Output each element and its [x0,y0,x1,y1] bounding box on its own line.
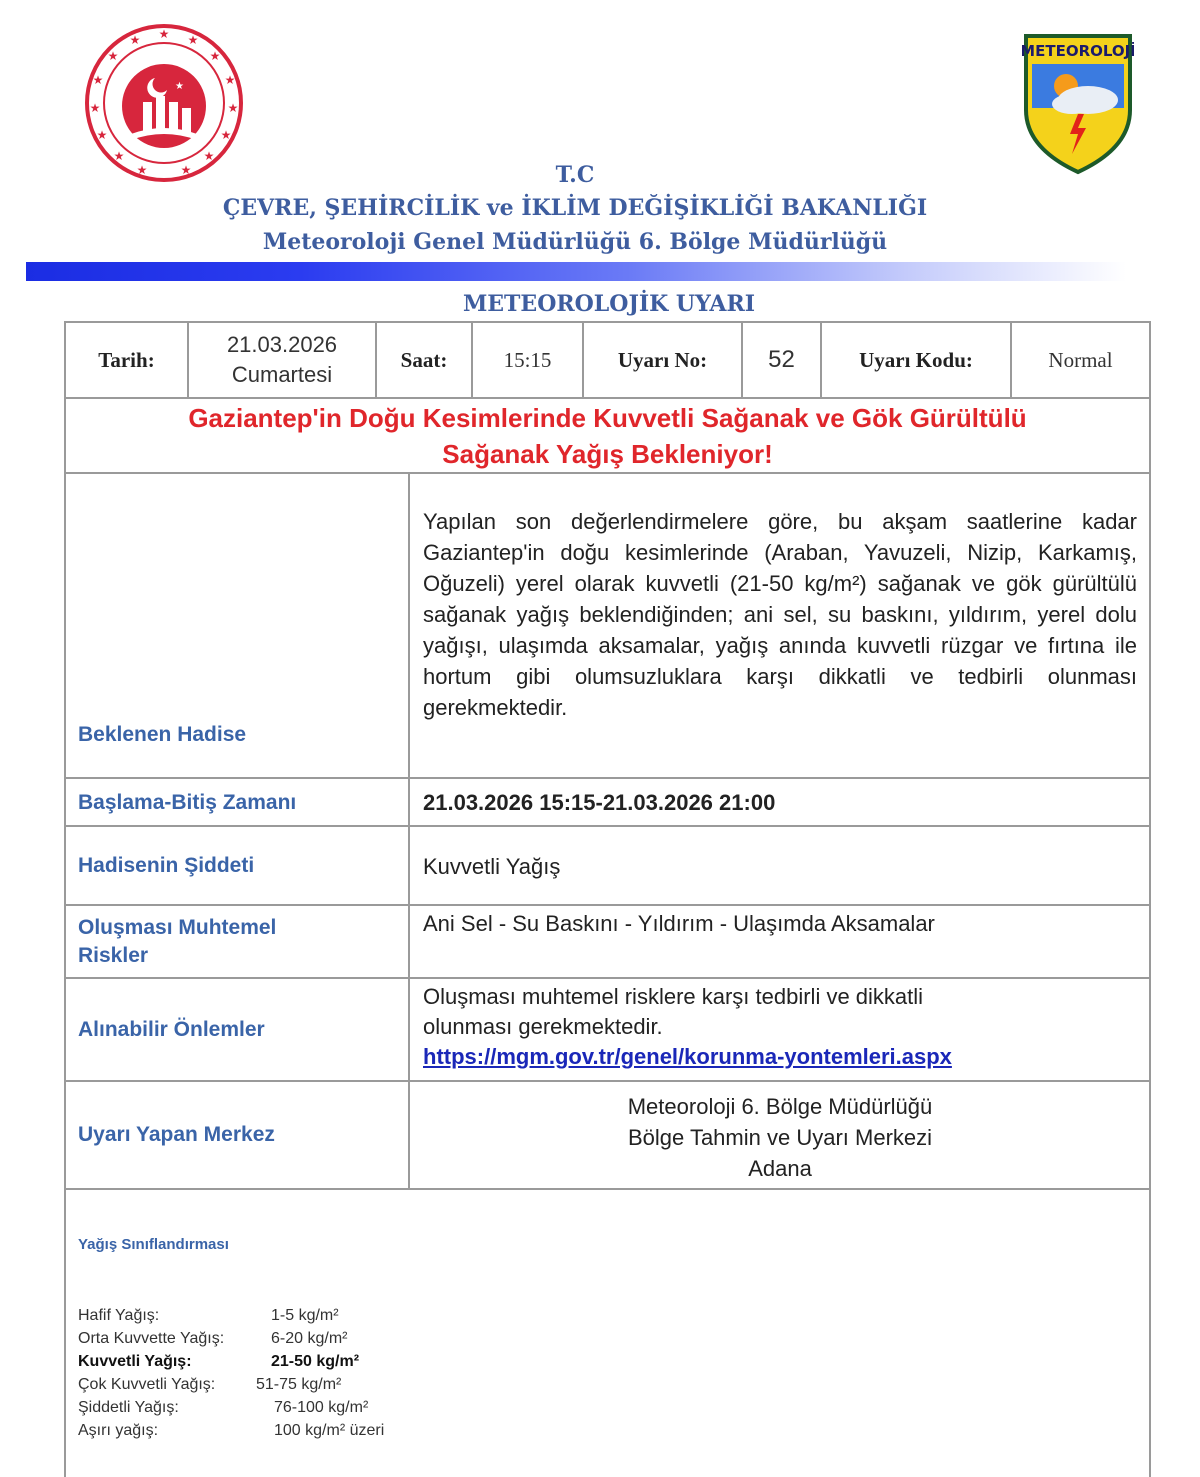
headline-line-2: Sağanak Yağış Bekleniyor! [442,439,773,469]
ministry-seal-logo [83,22,245,184]
severity-label: Hadisenin Şiddeti [78,854,255,877]
measures-value [423,982,1137,1072]
warning-code-label: Uyarı Kodu: [859,347,973,372]
day-value: Cumartesi [231,362,333,387]
divider [64,1080,1151,1082]
divider [64,977,1151,979]
svg-text:★: ★ [107,49,119,63]
meteorology-shield-logo [1022,30,1134,176]
divider [64,1188,1151,1190]
date-cell [189,323,375,397]
svg-text:★: ★ [96,128,108,142]
divider [64,397,1151,399]
svg-text:★: ★ [136,163,148,177]
period-value: 21.03.2026 15:15-21.03.2026 21:00 [423,790,776,815]
expected-event-label: Beklenen Hadise [78,723,247,746]
time-label: Saat: [400,347,448,372]
svg-text:★: ★ [203,149,215,163]
document-title: METEOROLOJİK UYARI [462,291,756,317]
warning-no-value: 52 [768,346,795,373]
header-department: Meteoroloji Genel Müdürlüğü 6. Bölge Müdürlüğü [262,229,888,255]
header-gradient-bar [26,262,1126,281]
expected-event-text: Yapılan son değerlendirmelere göre, bu akşam saatlerine kadar Gaziantep'in doğu kesimlerinde (Araban, Yavuzeli, Nizip, Karkamış, Oğuzeli) yerel olarak kuvvetli (21-50 kg/m²) sağanak ve gök gürültülü sağanak yağış beklendiğinden; ani sel, su baskını, yıldırım, yerel dolu yağışı, ulaşımda aksamalar, yağış anında kuvvetli rüzgar ve fırtına ile hortum gibi olumsuzluklara karşı dikkatli ve tedbirli olunması gerekmektedir. [423,509,1137,720]
warning-headline [66,400,1149,472]
svg-text:★: ★ [220,128,232,142]
severity-value: Kuvvetli Yağış [423,854,561,879]
risks-label-line-2: Riskler [78,944,149,967]
header-ministry: ÇEVRE, ŞEHİRCİLİK ve İKLİM DEĞİŞİKLİĞİ BAKANLIĞI [222,195,928,221]
svg-text:★: ★ [158,27,170,41]
risks-label [78,914,276,970]
svg-text:★: ★ [224,73,236,87]
period-label: Başlama-Bitiş Zamanı [78,791,297,814]
svg-text:★: ★ [175,81,184,92]
svg-text:★: ★ [180,163,192,177]
divider [64,904,1151,906]
classification-range: 76-100 kg/m² [274,1399,369,1416]
classification-title: Yağış Sınıflandırması [78,1236,229,1253]
divider [64,777,1151,779]
meteorology-shield-icon [1022,30,1134,176]
svg-text:★: ★ [227,101,239,115]
measures-line-1: Oluşması muhtemel risklere karşı tedbirli ve dikkatli [423,984,924,1009]
ministry-seal-icon [83,22,245,184]
classification-range: 51-75 kg/m² [256,1376,342,1393]
svg-text:★: ★ [187,33,199,47]
classification-name: Şiddetli Yağış: [78,1399,179,1416]
warning-no-label: Uyarı No: [617,347,708,372]
classification-name: Kuvvetli Yağış: [78,1353,192,1370]
classification-range: 6-20 kg/m² [271,1330,348,1347]
classification-name: Çok Kuvvetli Yağış: [78,1376,216,1393]
classification-range: 21-50 kg/m² [271,1353,360,1370]
classification-range: 100 kg/m² üzeri [274,1422,385,1439]
classification-name: Orta Kuvvette Yağış: [78,1330,225,1347]
warning-code-value: Normal [1048,347,1113,372]
svg-text:★: ★ [209,49,221,63]
measures-link[interactable]: https://mgm.gov.tr/genel/korunma-yontemleri.aspx [423,1044,952,1069]
center-line-3: Adana [748,1156,812,1181]
headline-line-1: Gaziantep'in Doğu Kesimlerinde Kuvvetli Sağanak ve Gök Gürültülü [188,403,1027,433]
center-value [410,1091,1150,1184]
svg-text:★: ★ [129,33,141,47]
header-tc: T.C [555,162,595,188]
svg-text:METEOROLOJİ: METEOROLOJİ [1022,42,1134,60]
classification-name: Aşırı yağış: [78,1422,159,1439]
time-value: 15:15 [503,347,552,372]
divider [408,472,410,1190]
center-line-2: Bölge Tahmin ve Uyarı Merkezi [627,1125,933,1150]
date-label: Tarih: [98,347,155,372]
center-line-1: Meteoroloji 6. Bölge Müdürlüğü [627,1094,933,1119]
date-value: 21.03.2026 [226,332,338,357]
svg-text:★: ★ [113,149,125,163]
risks-label-line-1: Oluşması Muhtemel [78,916,277,939]
center-label: Uyarı Yapan Merkez [78,1123,275,1146]
measures-label: Alınabilir Önlemler [78,1018,265,1041]
warning-table [64,321,1151,1477]
classification-name: Hafif Yağış: [78,1307,160,1324]
svg-text:★: ★ [92,73,104,87]
risks-value: Ani Sel - Su Baskını - Yıldırım - Ulaşımda Aksamalar [423,911,935,936]
divider [64,472,1151,474]
classification-range: 1-5 kg/m² [271,1307,339,1324]
measures-line-2: olunması gerekmektedir. [423,1014,663,1039]
svg-text:★: ★ [89,101,101,115]
divider [64,825,1151,827]
